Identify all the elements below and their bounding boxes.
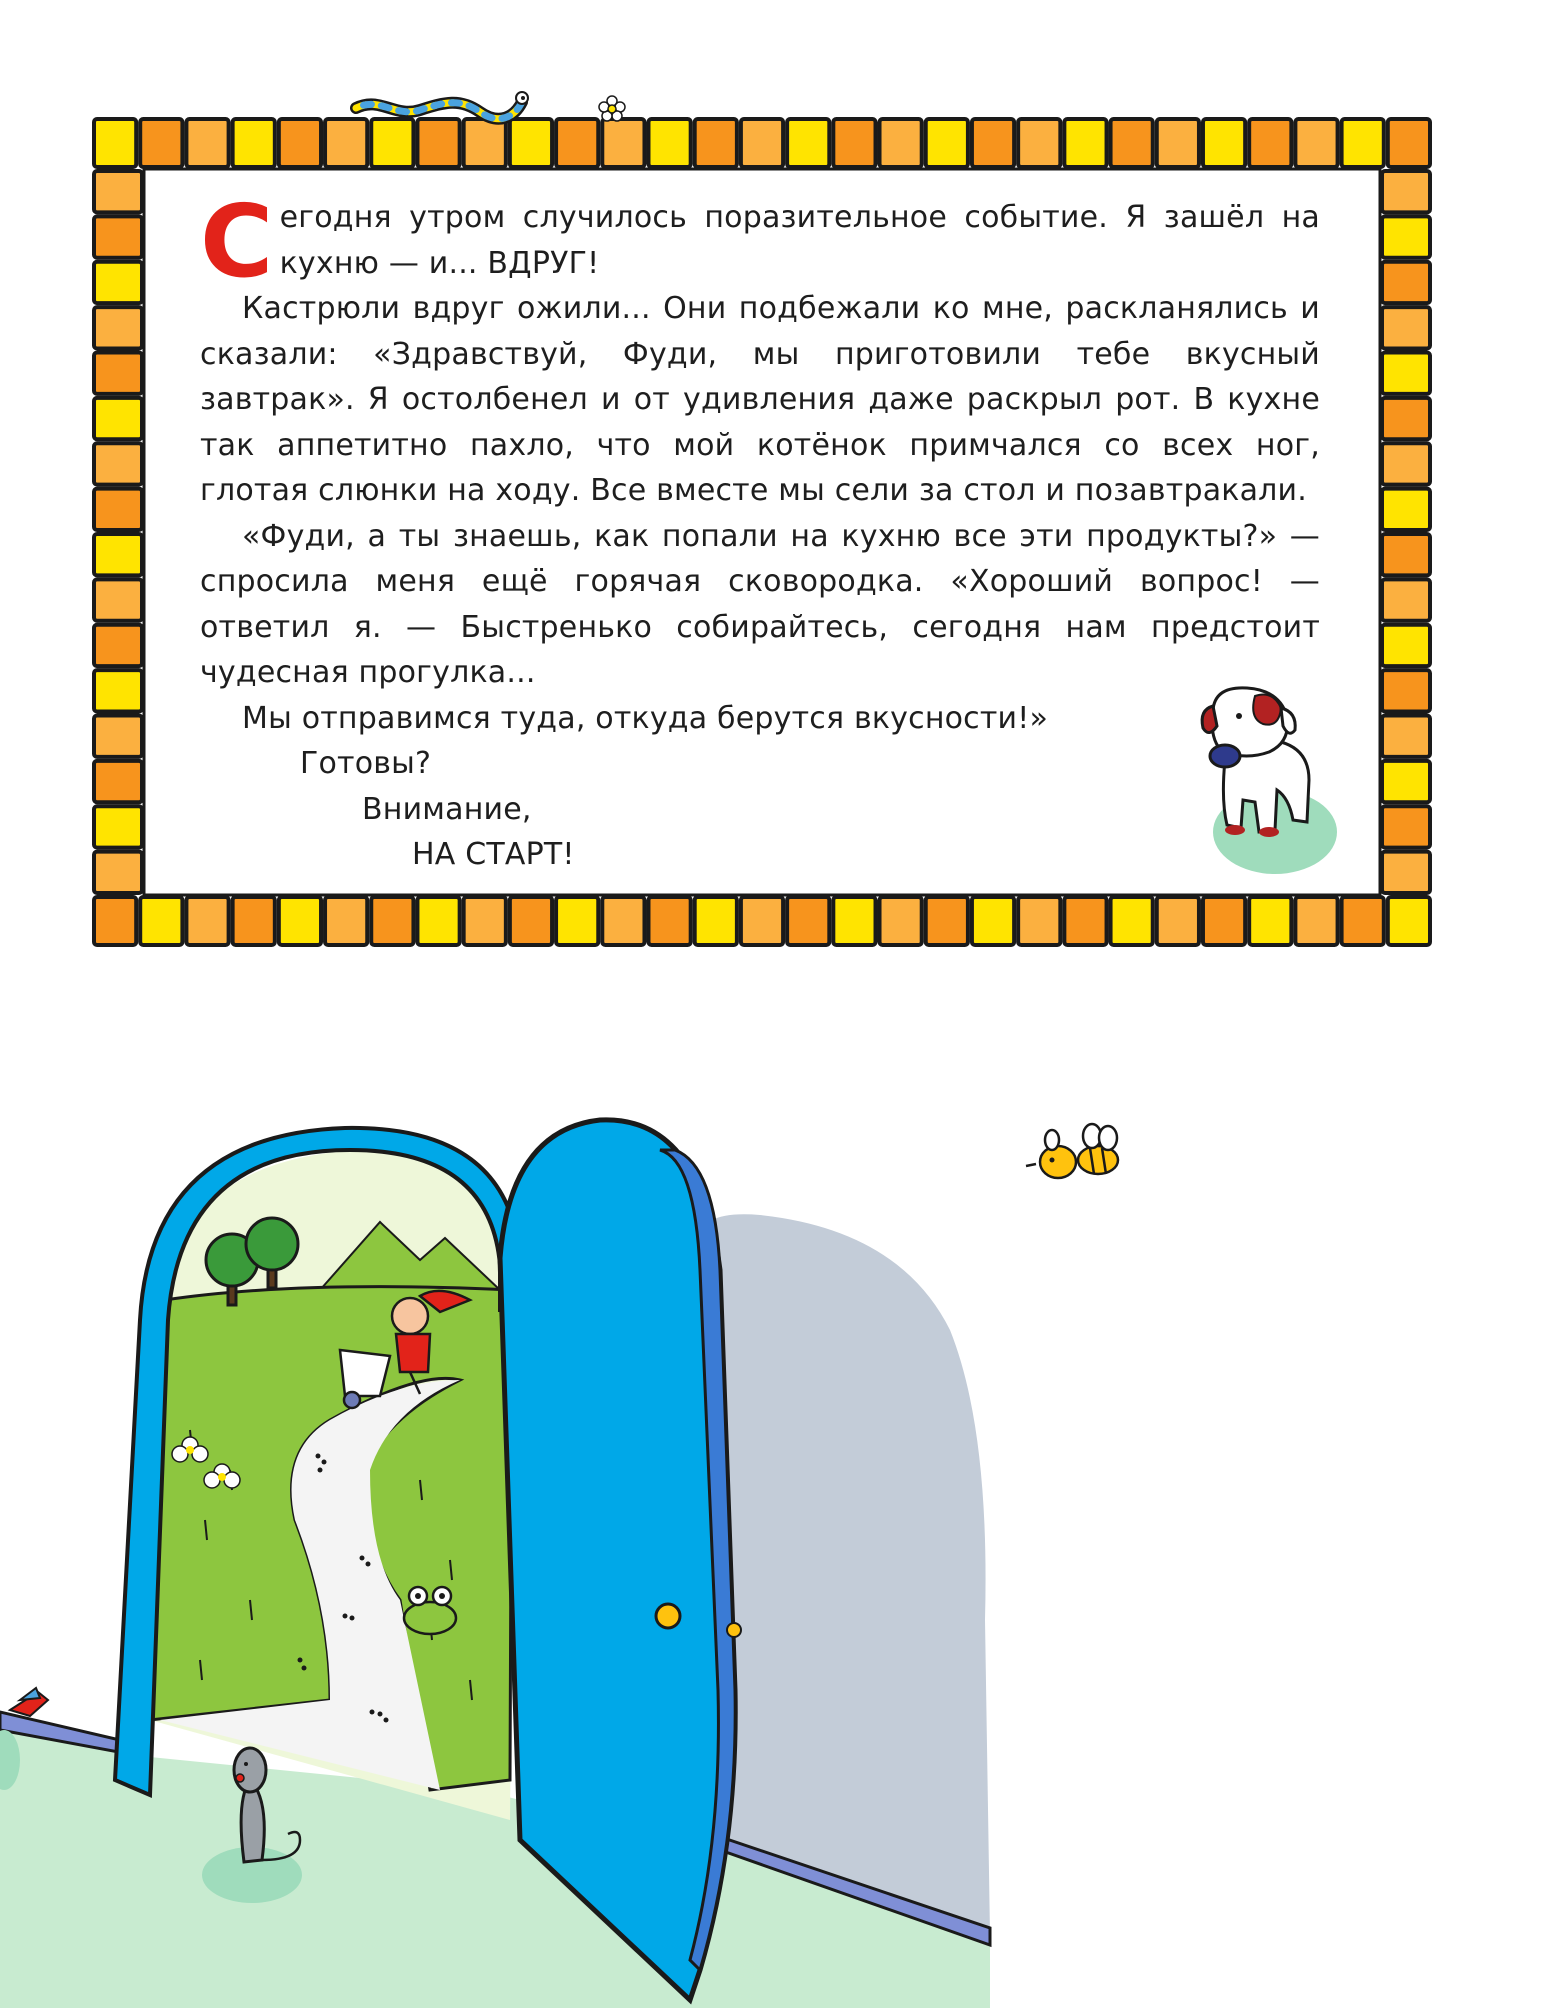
- border-tile: [186, 897, 228, 945]
- gnome-icon: [340, 1291, 470, 1408]
- border-tile: [695, 897, 737, 945]
- story-paragraph-1-text: егодня утром случилось поразительное событие. Я зашёл на кухню — и... ВДРУГ!: [279, 200, 1320, 281]
- border-tile: [741, 897, 783, 945]
- snake-icon: [350, 86, 540, 136]
- border-tile: [94, 625, 142, 666]
- border-tile: [1382, 307, 1430, 348]
- border-tile: [1382, 171, 1430, 212]
- border-tile: [556, 119, 598, 167]
- floor: [0, 1730, 990, 2008]
- border-tile: [1382, 489, 1430, 530]
- border-tile: [1064, 897, 1106, 945]
- border-tile: [1382, 716, 1430, 757]
- border-tile: [94, 716, 142, 757]
- drop-cap: С: [200, 183, 274, 300]
- border-tile: [94, 897, 136, 945]
- border-tile: [1382, 670, 1430, 711]
- border-tile: [94, 852, 142, 893]
- border-tile: [1157, 119, 1199, 167]
- border-tile: [1382, 806, 1430, 847]
- border-tile: [1203, 897, 1245, 945]
- border-tile: [1203, 119, 1245, 167]
- border-tile: [1382, 534, 1430, 575]
- border-tile: [94, 443, 142, 484]
- border-tile: [833, 119, 875, 167]
- frog-icon: [404, 1587, 456, 1634]
- border-tile: [1388, 897, 1430, 945]
- border-tile: [1382, 262, 1430, 303]
- border-tile: [279, 119, 321, 167]
- border-tile: [186, 119, 228, 167]
- border-tile: [1018, 897, 1060, 945]
- door-icon: [115, 1120, 741, 2000]
- border-tile: [94, 534, 142, 575]
- border-tile: [94, 761, 142, 802]
- story-paragraph-2: Кастрюли вдруг ожили... Они подбежали ко мне, раскланялись и сказали: «Здравствуй, Фуди, мы приготовили тебе вкусный завтрак». Я остолбенел и от удивления даже раскрыл рот. В кухне так аппетитно пахло, что мой котёнок примчался со всех ног, глотая слюнки на ходу. Все вместе мы сели за стол и позавтракали.: [200, 291, 1320, 508]
- border-tile: [233, 119, 275, 167]
- border-tile: [1382, 761, 1430, 802]
- border-tile: [94, 670, 142, 711]
- tree-icon: [206, 1218, 298, 1305]
- border-tile: [972, 119, 1014, 167]
- border-tile: [140, 897, 182, 945]
- story-text: [200, 183, 1320, 878]
- border-tile: [140, 119, 182, 167]
- mouse-icon: [202, 1748, 302, 1903]
- flower-icon: [598, 95, 626, 123]
- border-tile: [1382, 398, 1430, 439]
- border-tile: [94, 398, 142, 439]
- border-tile: [94, 579, 142, 620]
- border-tile: [648, 897, 690, 945]
- border-tile: [1249, 119, 1291, 167]
- start-line: НА СТАРТ!: [412, 837, 575, 872]
- border-tile: [94, 489, 142, 530]
- border-tile: [1249, 897, 1291, 945]
- border-tile: [325, 897, 367, 945]
- border-tile: [648, 119, 690, 167]
- attention-line: Внимание,: [362, 791, 532, 827]
- border-tile: [880, 119, 922, 167]
- border-tile: [1382, 216, 1430, 257]
- border-tile: [1382, 353, 1430, 394]
- story-paragraph-1: [200, 183, 1320, 300]
- border-tile: [556, 897, 598, 945]
- border-tile: [464, 897, 506, 945]
- bug-icon: [10, 1688, 48, 1716]
- border-tile: [1295, 897, 1337, 945]
- story-paragraph-3: «Фуди, а ты знаешь, как попали на кухню все эти продукты?» — спросила меня ещё горячая сковородка. «Хороший вопрос! — ответил я. — Быстренько собирайтесь, сегодня нам предстоит чудесная прогулка...: [200, 518, 1320, 690]
- border-tile: [94, 353, 142, 394]
- ready-line: Готовы?: [300, 746, 432, 781]
- border-tile: [1064, 119, 1106, 167]
- border-tile: [1382, 443, 1430, 484]
- border-tile: [1382, 852, 1430, 893]
- border-tile: [1157, 897, 1199, 945]
- border-tile: [371, 897, 413, 945]
- border-tile: [880, 897, 922, 945]
- border-tile: [1388, 119, 1430, 167]
- flower-icon: [172, 1437, 240, 1488]
- border-tile: [1111, 119, 1153, 167]
- border-tile: [279, 897, 321, 945]
- border-tile: [695, 119, 737, 167]
- bee-icon: [1026, 1124, 1118, 1178]
- border-tile: [94, 119, 136, 167]
- border-tile: [1018, 119, 1060, 167]
- border-tile: [1382, 625, 1430, 666]
- border-tile: [602, 119, 644, 167]
- dog-icon: [1185, 680, 1345, 885]
- border-tile: [602, 897, 644, 945]
- story-paragraph-4: Мы отправимся туда, откуда берутся вкусности!»: [242, 700, 1049, 736]
- border-tile: [233, 897, 275, 945]
- border-tile: [926, 897, 968, 945]
- border-tile: [94, 262, 142, 303]
- border-tile: [417, 897, 459, 945]
- border-tile: [787, 897, 829, 945]
- border-tile: [510, 897, 552, 945]
- border-tile: [1342, 897, 1384, 945]
- border-tile: [741, 119, 783, 167]
- border-tile: [1382, 579, 1430, 620]
- border-tile: [1111, 897, 1153, 945]
- border-tile: [1342, 119, 1384, 167]
- border-tile: [94, 806, 142, 847]
- door-shadow: [700, 1214, 990, 1940]
- border-tile: [972, 897, 1014, 945]
- border-tile: [787, 119, 829, 167]
- border-tile: [94, 216, 142, 257]
- border-tile: [926, 119, 968, 167]
- border-tile: [833, 897, 875, 945]
- border-tile: [94, 307, 142, 348]
- border-tile: [1295, 119, 1337, 167]
- border-tile: [94, 171, 142, 212]
